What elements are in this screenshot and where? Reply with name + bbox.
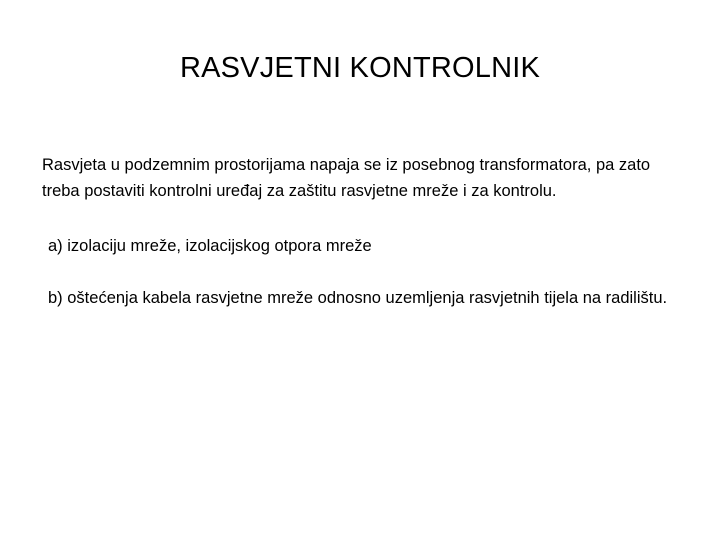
list-item-b: b) oštećenja kabela rasvjetne mreže odnosno uzemljenja rasvjetnih tijela na radilištu. [48, 289, 668, 307]
intro-paragraph: Rasvjeta u podzemnim prostorijama napaja se iz posebnog transformatora, pa zato treba postaviti kontrolni uređaj za zaštitu rasvjetne mreže i za kontrolu. [42, 156, 651, 200]
list-item-a: a) izolaciju mreže, izolacijskog otpora mreže [48, 237, 372, 255]
slide-title: RASVJETNI KONTROLNIK [179, 52, 541, 84]
